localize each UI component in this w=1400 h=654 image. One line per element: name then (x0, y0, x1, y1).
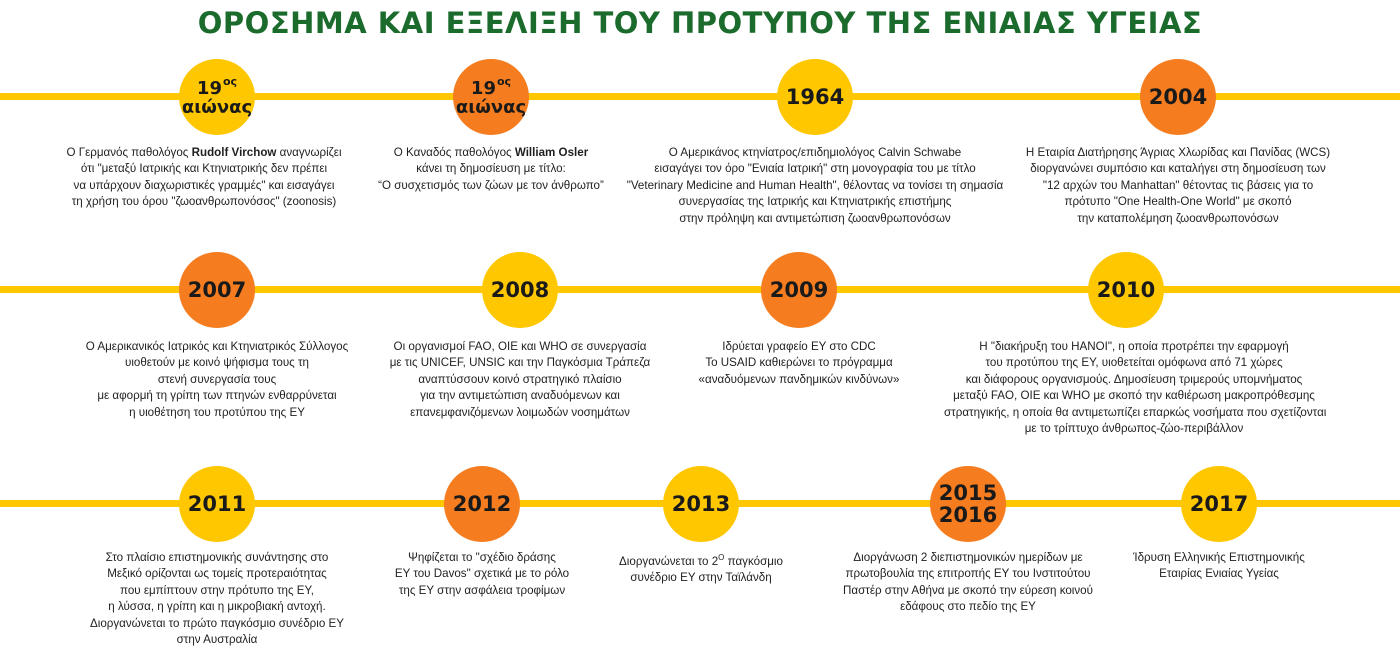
description-text: Ο Αμερικανικός Ιατρικός και Κτηνιατρικός Σύλλογος (85, 340, 349, 353)
description-text: υιοθετούν με κοινό ψήφισμα τους τη (124, 356, 310, 370)
description-text: τη χρήση του όρου "ζωοανθρωπονόσος" (zoonosis) (71, 195, 337, 209)
description-text: πρότυπο "One Health-One World" με σκοπό (1064, 195, 1292, 209)
milestone-year: 2009 (769, 277, 829, 302)
description-line (372, 550, 592, 566)
milestone-year: 2004 (1148, 84, 1208, 109)
milestone-description-4 (1008, 145, 1348, 227)
description-text: Εταιρίας Ενιαίας Υγείας (1159, 567, 1279, 581)
description-line (54, 178, 354, 194)
milestone-description-8 (944, 339, 1327, 437)
milestone-year: 2017 (1189, 491, 1249, 516)
milestone-description-6 (370, 339, 670, 421)
milestone-year: 1964 (785, 84, 845, 109)
description-line (371, 161, 611, 177)
description-text: Διοργανώνεται το πρώτο παγκόσμιο συνέδριο ΕΥ (90, 616, 344, 630)
description-text: η υιοθέτηση του προτύπου της ΕΥ (129, 405, 305, 419)
description-line (1008, 178, 1348, 194)
description-line (67, 372, 367, 388)
description-line (679, 355, 919, 371)
milestone-year: 2011 (187, 491, 247, 516)
description-line (944, 388, 1324, 404)
milestone-year: 2012 (452, 491, 512, 516)
description-line (591, 570, 811, 586)
description-line (818, 583, 1118, 599)
description-text: και διάφορους οργανισμούς. Δημοσίευση τριμερούς υπομνήματος (965, 372, 1303, 386)
milestone-year: 2015 (938, 480, 998, 505)
description-line (1008, 211, 1348, 227)
milestone-description-13 (1109, 550, 1329, 583)
description-line (818, 599, 1118, 615)
description-line (944, 421, 1324, 437)
description-line (67, 405, 367, 421)
description-text: του προτύπου της ΕΥ, υιοθετείται ομόφωνα από 71 χώρες (985, 356, 1283, 370)
milestone-label-century (471, 76, 511, 99)
description-text: Ίδρυση Ελληνικής Επιστημονικής (1133, 551, 1305, 564)
description-line (1008, 145, 1348, 161)
description-text: παγκόσμιο (724, 554, 783, 568)
milestone-year: 2013 (671, 491, 731, 516)
description-line (67, 616, 367, 632)
description-text: συνέδριο ΕΥ στην Ταϊλάνδη (630, 571, 772, 585)
description-line (370, 372, 670, 388)
description-line (1008, 161, 1348, 177)
milestone-description-11 (591, 550, 811, 587)
milestone-description-3 (615, 145, 1015, 227)
milestone-circle-6 (482, 252, 558, 328)
description-text: ΕΥ του Davos" σχετικά με το ρόλο (394, 567, 570, 581)
description-text: William Osler (514, 146, 589, 159)
description-text: Στο πλαίσιο επιστημονικής συνάντησης στο (105, 551, 329, 564)
milestone-description-10 (372, 550, 592, 599)
milestone-circle-10 (444, 466, 520, 542)
milestone-label-suffix: ος (222, 75, 238, 89)
milestone-description-5 (67, 339, 367, 421)
milestone-circle-12 (930, 466, 1006, 542)
milestone-circle-4 (1140, 59, 1216, 135)
description-text: Παστέρ στην Αθήνα με σκοπό την εύρεση κοινού (843, 583, 1093, 597)
description-text: «αναδυόμενων πανδημικών κινδύνων» (698, 372, 900, 386)
milestone-description-7 (679, 339, 919, 388)
description-text: να υπάρχουν διαχωριστικές γραμμές" και εισαγάγει (73, 178, 335, 192)
description-text: Το USAID καθιερώνει το πρόγραμμα (705, 356, 893, 370)
milestone-circle-7 (761, 252, 837, 328)
milestone-circle-8 (1088, 252, 1164, 328)
description-text: με αφορμή τη γρίπη των πτηνών ενθαρρύνεται (97, 389, 337, 403)
page-title: ΟΡΟΣΗΜΑ ΚΑΙ ΕΞΕΛΙΞΗ ΤΟΥ ΠΡΟΤΥΠΟΥ ΤΗΣ ΕΝΙΑΙΑΣ ΥΓΕΙΑΣ (197, 6, 1203, 40)
description-text: Διοργανώνεται το 2 (619, 554, 719, 568)
description-line (1008, 194, 1348, 210)
description-line (54, 194, 354, 210)
description-text: Ο Γερμανός παθολόγος (66, 146, 192, 159)
description-text: "Veterinary Medicine and Human Health", θέλοντας να τονίσει τη σημασία (626, 178, 1004, 192)
description-line (679, 339, 919, 355)
description-line (67, 550, 367, 566)
description-line (591, 550, 811, 570)
description-text: ότι "μεταξύ Ιατρικής και Κτηνιατρικής δεν πρέπει (80, 162, 328, 176)
description-text: Ο (718, 553, 725, 562)
description-text: μεταξύ FAO, OIE και WHO με σκοπό την καθιέρωση μακροπρόθεσμης (953, 389, 1315, 403)
description-line (370, 355, 670, 371)
description-text: της ΕΥ στην ασφάλεια τροφίμων (398, 583, 566, 597)
description-text: διοργανώνει συμπόσιο και καταλήγει στη δημοσίευση των (1030, 162, 1326, 176)
description-text: εισαγάγει τον όρο "Ενιαία Ιατρική" στη μονογραφία του με τίτλο (654, 162, 976, 176)
description-line (371, 145, 611, 161)
milestone-description-12 (818, 550, 1118, 616)
description-line (1109, 550, 1329, 566)
description-line (818, 550, 1118, 566)
description-line (54, 161, 354, 177)
description-text: "12 αρχών του Manhattan" θέτοντας τις βάσεις για το (1042, 178, 1314, 192)
description-text: Η "διακήρυξη του HANOI", η οποία προτρέπει την εφαρμογή (979, 340, 1289, 353)
description-text: στρατηγικής, η οποία θα αντιμετωπίζει επαρκώς νοσήματα που σχετίζονται (944, 405, 1327, 419)
milestone-circle-13 (1181, 466, 1257, 542)
description-text: Οι οργανισμοί FAO, OIE και WHO σε συνεργασία (393, 340, 647, 353)
description-text: αναγνωρίζει (276, 146, 342, 159)
description-line (1109, 566, 1329, 582)
description-line (944, 355, 1324, 371)
description-line (615, 211, 1015, 227)
description-text: που εμπίπτουν στην πρότυπο της ΕΥ, (119, 583, 315, 597)
description-text: Διοργάνωση 2 διεπιστημονικών ημερίδων με (853, 551, 1083, 564)
description-line (944, 339, 1324, 355)
milestone-circle-5 (179, 252, 255, 328)
description-line (67, 388, 367, 404)
description-line (67, 355, 367, 371)
milestone-label-word: αιώνας (181, 97, 253, 118)
description-text: για την αντιμετώπιση αναδυόμενων και (420, 389, 620, 403)
description-text: συνεργασίας της Ιατρικής και Κτηνιατρικής επιστήμης (678, 195, 952, 209)
description-line (370, 339, 670, 355)
description-line (944, 372, 1324, 388)
description-text: εδάφους στο πεδίο της ΕΥ (900, 600, 1036, 614)
description-text: Ο Καναδός παθολόγος (393, 146, 515, 159)
description-line (370, 405, 670, 421)
description-text: με τις UNICEF, UNSIC και την Παγκόσμια Τράπεζα (389, 356, 651, 370)
milestone-circle-11 (663, 466, 739, 542)
milestone-circle-9 (179, 466, 255, 542)
description-text: Μεξικό ορίζονται ως τομείς προτεραιότητας (107, 567, 327, 581)
description-line (944, 405, 1327, 421)
description-line (67, 583, 367, 599)
description-text: την καταπολέμηση ζωοανθρωπονόσων (1077, 211, 1279, 225)
description-line (67, 632, 367, 648)
description-line (615, 194, 1015, 210)
description-text: “Ο συσχετισμός των ζώων με τον άνθρωπο” (378, 178, 604, 192)
description-text: η λύσσα, η γρίπη και η μικροβιακή αντοχή. (108, 600, 326, 614)
milestone-year-2: 2016 (938, 503, 998, 527)
milestone-description-1 (54, 145, 354, 211)
description-line (371, 178, 611, 194)
description-line (67, 566, 367, 582)
description-text: στην πρόληψη και αντιμετώπιση ζωοανθρωπονόσων (679, 211, 951, 225)
description-line (615, 161, 1015, 177)
description-text: με το τρίπτυχο άνθρωπος-ζώο-περιβάλλον (1024, 422, 1244, 436)
milestone-label-number: 19 (470, 78, 496, 100)
description-text: Η Εταιρία Διατήρησης Άγριας Χλωρίδας και Πανίδας (WCS) (1025, 146, 1331, 159)
description-text: στενή συνεργασία τους (157, 372, 277, 386)
description-line (54, 145, 354, 161)
description-line (372, 583, 592, 599)
description-text: Ο Αμερικάνος κτηνίατρος/επιδημιολόγος Calvin Schwabe (668, 146, 962, 159)
description-line (372, 566, 592, 582)
milestone-label-word: αιώνας (455, 97, 527, 118)
milestone-year: 2010 (1096, 277, 1156, 302)
description-line (67, 599, 367, 615)
milestone-year: 2007 (187, 277, 247, 302)
milestone-year: 2008 (490, 277, 550, 302)
milestone-label-suffix: ος (496, 75, 512, 89)
description-line (67, 339, 367, 355)
milestone-circle-2 (453, 59, 529, 135)
description-line (679, 372, 919, 388)
description-text: αναπτύσσουν κοινό στρατηγικό πλαίσιο (418, 372, 622, 386)
milestone-circle-1 (179, 59, 255, 135)
description-text: στην Αυστραλία (176, 633, 258, 647)
description-text: Ψηφίζεται το "σχέδιο δράσης (408, 551, 556, 564)
milestone-description-9 (67, 550, 367, 648)
milestone-description-2 (371, 145, 611, 194)
description-line (615, 145, 1015, 161)
description-text: επανεμφανιζόμενων λοιμωδών νοσημάτων (410, 405, 630, 419)
description-text: Ιδρύεται γραφείο ΕΥ στο CDC (722, 340, 876, 353)
description-line (615, 178, 1015, 194)
milestone-label-century (197, 76, 237, 99)
description-text: πρωτοβουλία της επιτροπής ΕΥ του Ινστιτούτου (845, 567, 1091, 581)
milestone-circle-3 (777, 59, 853, 135)
description-line (370, 388, 670, 404)
milestone-label-number: 19 (196, 78, 222, 100)
description-text: Rudolf Virchow (191, 146, 277, 159)
description-text: κάνει τη δημοσίευση με τίτλο: (416, 162, 566, 176)
description-line (818, 566, 1118, 582)
